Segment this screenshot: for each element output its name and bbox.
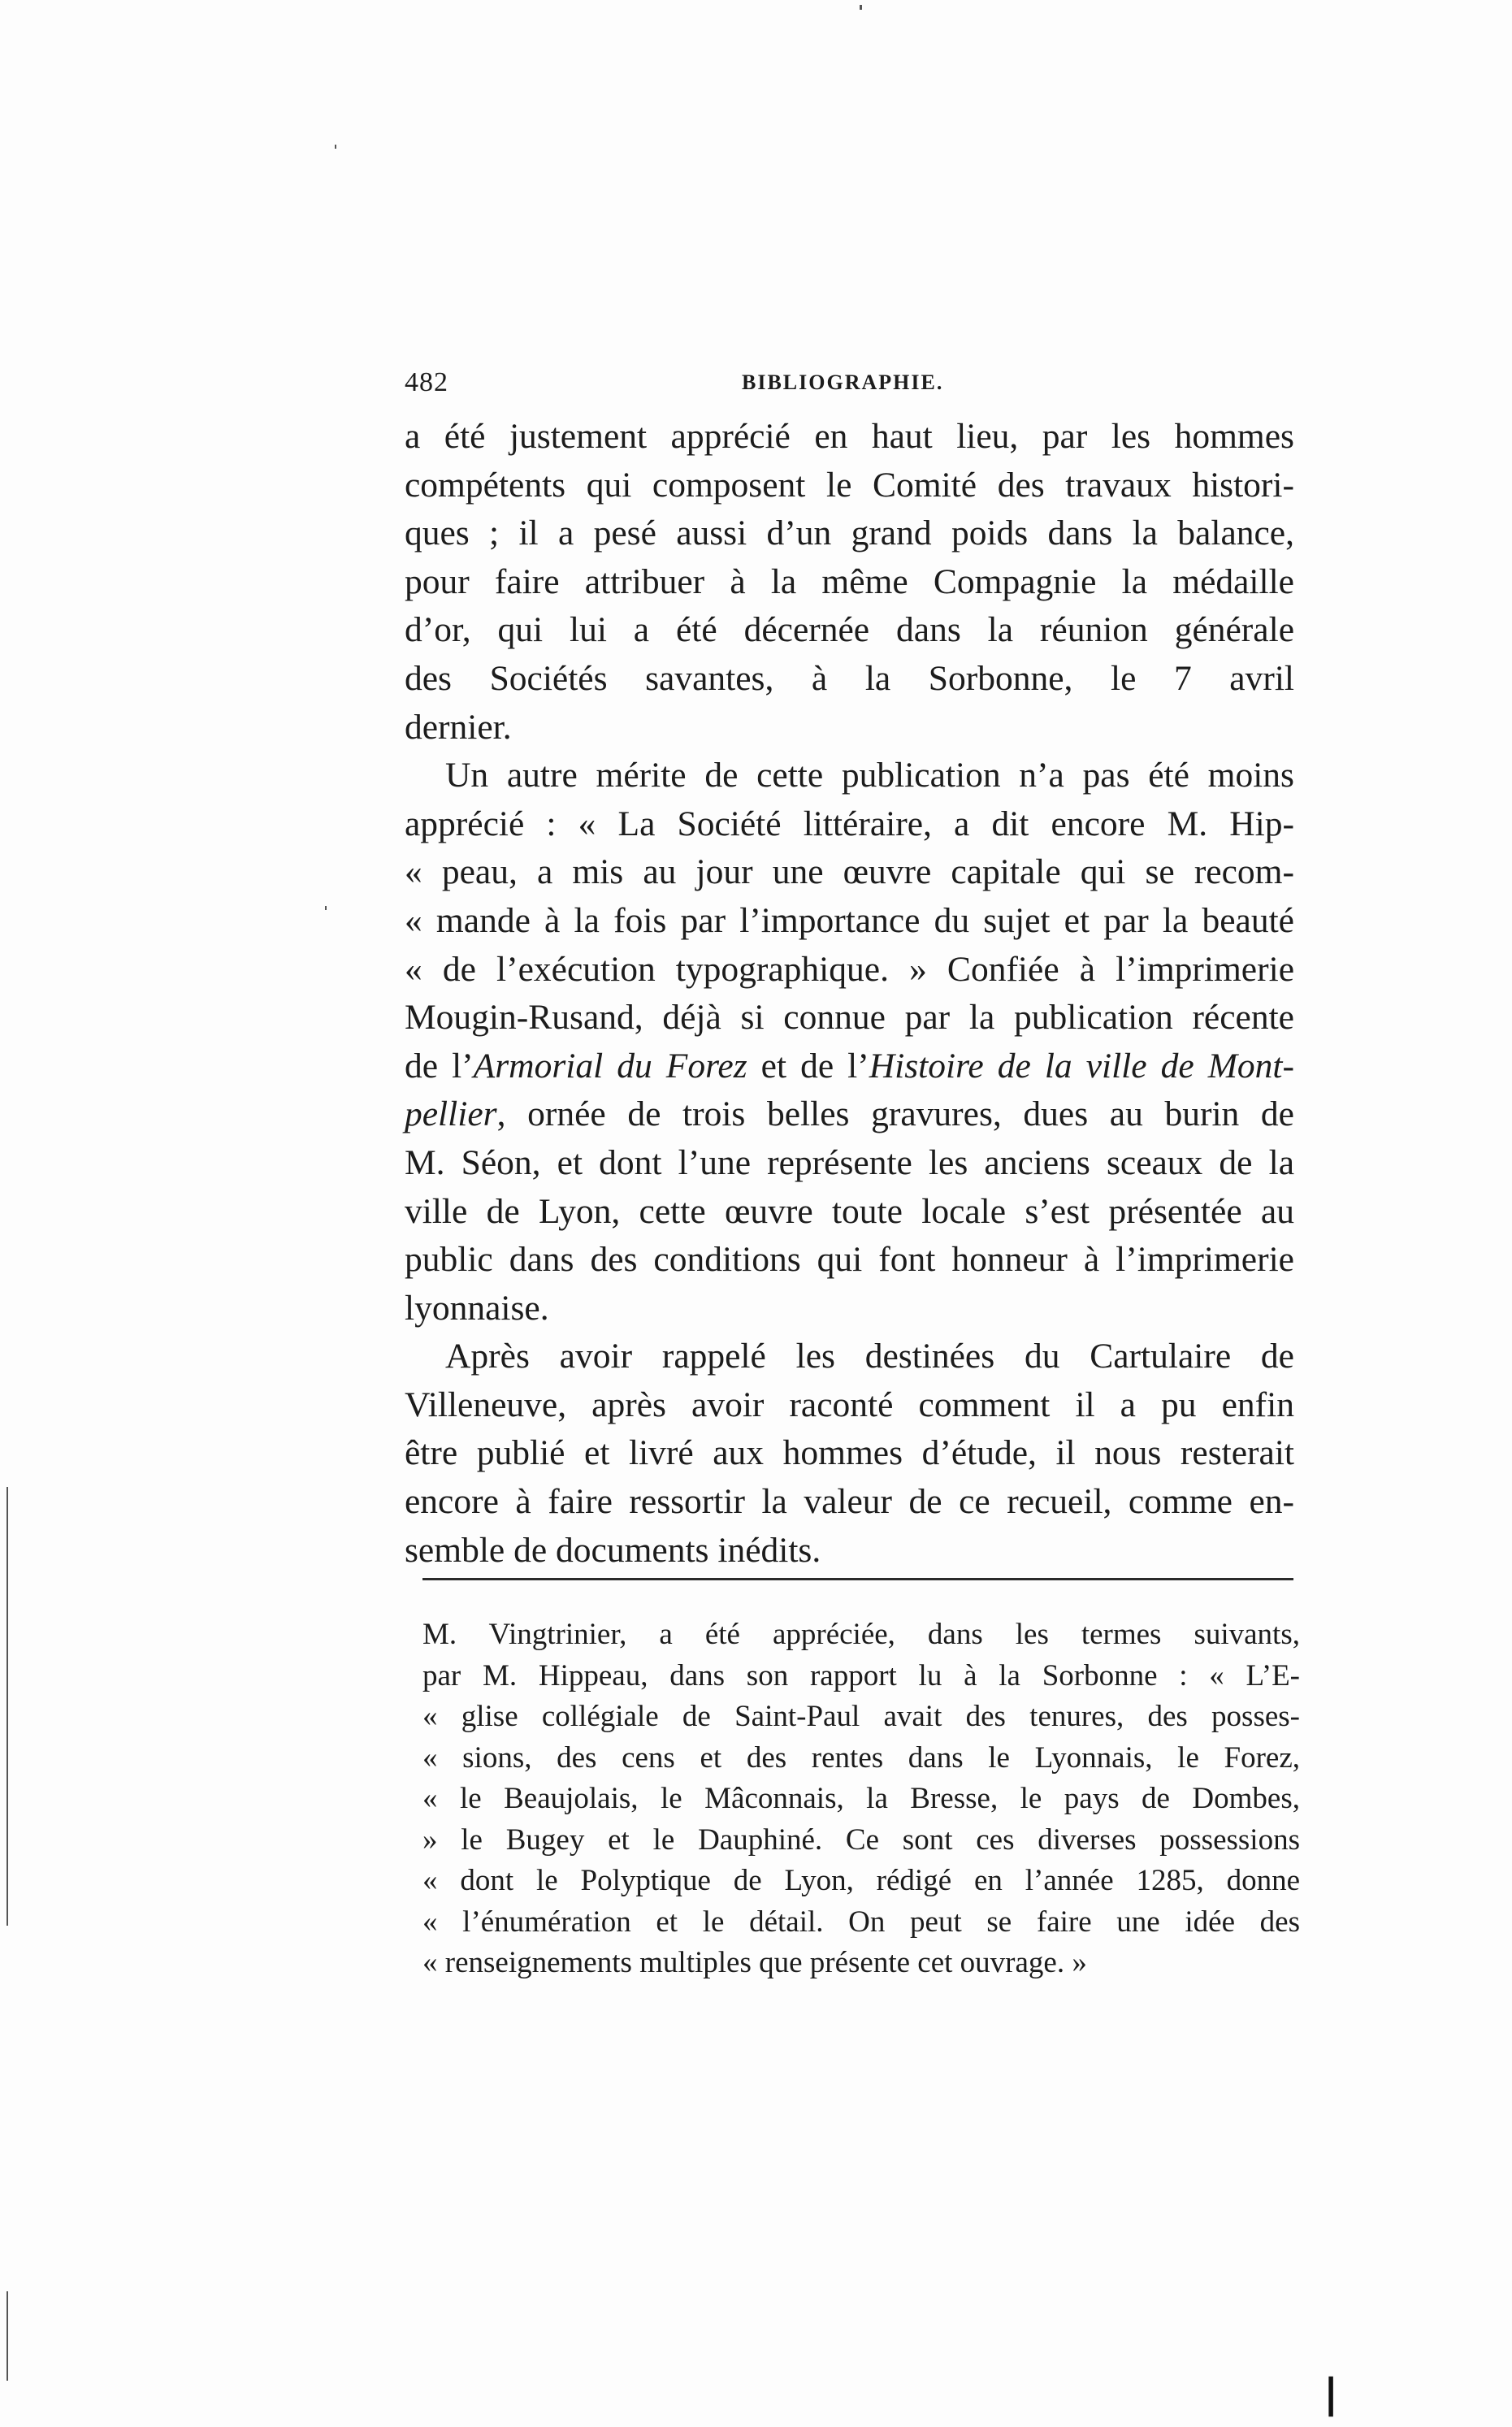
text-line: Mougin-Rusand, déjà si connue par la publication récente [405,998,1294,1038]
text-line: ville de Lyon, cette œuvre toute locale s’est présentée au [405,1191,1294,1231]
text-line: Un autre mérite de cette publication n’a pas été moins [445,756,1294,795]
text-line: a été justement apprécié en haut lieu, par les hommes [405,417,1294,456]
paragraph-3 [405,1333,1294,1575]
text-line: être publié et livré aux hommes d’étude, il nous resterait [405,1433,1294,1473]
scan-margin-line [6,1487,8,1926]
ink-blot-mark: ❘ [1315,2371,1348,2416]
footnote-line: par M. Hippeau, dans son rapport lu à la Sorbonne : « L’E- [422,1658,1300,1692]
text-line: dernier. [405,707,512,747]
text-line: « peau, a mis au jour une œuvre capitale qui se recom- [405,852,1294,892]
text-line: d’or, qui lui a été décernée dans la réunion générale [405,610,1294,650]
text-line: apprécié : « La Société littéraire, a dit encore M. Hip- [405,804,1294,843]
italic-title-histoire: Histoire de la ville de Mont- [869,1046,1295,1086]
text-line: M. Séon, et dont l’une représente les anciens sceaux de la [405,1142,1294,1182]
text-line [405,1090,1294,1139]
scan-speck [335,145,336,149]
text-line: « mande à la fois par l’importance du sujet et par la beauté [405,900,1294,940]
italic-title-armorial: Armorial du Forez [473,1046,747,1086]
scan-speck [860,5,862,10]
scan-margin-line [6,2291,8,2381]
footnote [422,1614,1300,1984]
paragraph-2 [405,752,1294,1333]
footnote-line: « sions, des cens et des rentes dans le Lyonnais, le Forez, [422,1740,1300,1775]
text-line: pour faire attribuer à la même Compagnie la médaille [405,561,1294,601]
page-header [405,367,1298,416]
footnote-line: M. Vingtrinier, a été appréciée, dans les termes suivants, [422,1618,1300,1651]
footnote-line: « renseignements multiples que présente cet ouvrage. » [422,1946,1087,1979]
footnote-line: » le Bugey et le Dauphiné. Ce sont ces diverses possessions [422,1822,1300,1857]
text-fragment: de l’ [405,1046,474,1086]
footnote-rule [422,1578,1293,1580]
text-line: encore à faire ressortir la valeur de ce recueil, comme en- [405,1482,1294,1522]
text-line: « de l’exécution typographique. » Confiée à l’imprimerie [405,949,1294,989]
text-line: Après avoir rappelé les destinées du Cartulaire de [445,1337,1294,1376]
text-line: public dans des conditions qui font honneur à l’imprimerie [405,1240,1294,1280]
text-line: lyonnaise. [405,1288,549,1328]
text-line: ques ; il a pesé aussi d’un grand poids dans la balance, [405,514,1294,553]
text-line: des Sociétés savantes, à la Sorbonne, le 7 avril [405,658,1294,698]
main-text [405,413,1294,1575]
footnote-line: « le Beaujolais, le Mâconnais, la Bresse, le pays de Dombes, [422,1782,1300,1815]
page-number: 482 [405,367,448,397]
text-line: compétents qui composent le Comité des travaux histori- [405,465,1294,505]
italic-title-continuation: pellier [405,1094,497,1134]
footnote-line: « l’énumération et le détail. On peut se faire une idée des [422,1905,1300,1939]
text-line: semble de documents inédits. [405,1530,821,1570]
paragraph-1 [405,413,1294,752]
footnote-line: « dont le Polyptique de Lyon, rédigé en l’année 1285, donne [422,1864,1300,1897]
running-title: BIBLIOGRAPHIE. [742,371,944,394]
scan-speck [325,906,327,910]
footnote-line: « glise collégiale de Saint-Paul avait des tenures, des posses- [422,1700,1300,1733]
text-fragment: et de l’ [747,1046,869,1086]
text-line [405,1042,1294,1091]
text-line: Villeneuve, après avoir raconté comment il a pu enfin [405,1385,1294,1424]
text-fragment: , ornée de trois belles gravures, dues au burin de [496,1094,1294,1134]
